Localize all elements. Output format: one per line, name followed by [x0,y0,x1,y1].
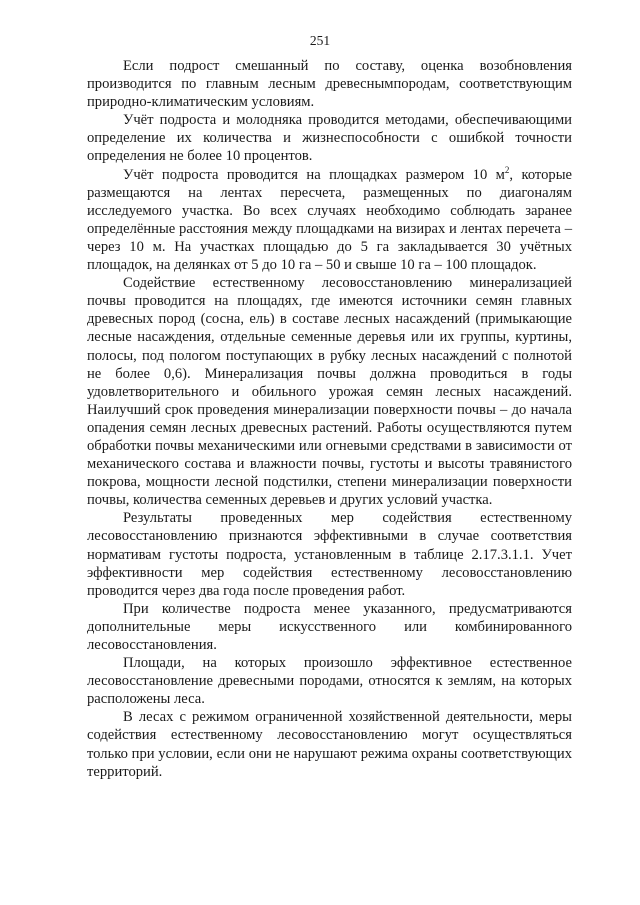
paragraph-sample-plots [87,166,572,275]
page-number: 251 [309,33,331,48]
paragraph-additional-measures: При количестве подроста менее указанного, предусматриваются дополнительные меры искусственного или комбинированного лесовосстановления. [87,600,572,653]
paragraph-forest-land-status: Площади, на которых произошло эффективное естественное лесовосстановление древесными породами, относятся к землям, на которых расположены леса. [87,655,572,708]
paragraph-sample-plots-end: , которые размещаются на лентах пересчета, размещенных по диагоналям исследуемого участка. Во всех случаях необходимо соблюдать заранее определённые расстояния между площадками на визирах и лентах перечета – через 10 м. На участках площадью до 5 га закладывается 30 учётных площадок, на делянках от 5 до 10 га – 50 и свыше 10 га – 100 площадок. [87,166,572,274]
paragraph-mixed-undergrowth: Если подрост смешанный по составу, оценка возобновления производится по главным лесным древеснымпородам, соответствующим природно-климатическим условиям. [87,58,572,111]
document-body [87,57,572,781]
paragraph-soil-mineralization: Содействие естественному лесовосстановлению минерализацией почвы проводится на площадях, где имеются источники семян главных древесных пород (сосна, ель) в составе лесных насаждений (примыкающие лесные насаждения, отдельные семенные деревья или их группы, куртины, полосы, под пологом поступающих в рубку лесных насаждений с полнотой не более 0,6). Минерализация почвы должна проводиться в годы удовлетворительного и обильного урожая семян лесных насаждений. Наилучший срок проведения минерализации поверхности почвы – до начала опадения семян лесных древесных растений. Работы осуществляются путем обработки почвы механическими или огневыми средствами в зависимости от механического состава и влажности почвы, густоты и высоты травянистого покрова, мощности лесной подстилки, степени минерализации поверхности почвы, количества семенных деревьев и других условий участка. [87,275,572,509]
square-meter-superscript: 2 [504,164,510,175]
paragraph-results-effectiveness: Результаты проведенных мер содействия естественному лесовосстановлению признаются эффективными в случае соответствия нормативам густоты подроста, установленным в таблице 2.17.3.1.1. Учет эффективности мер содействия естественному лесовосстановлению проводится через два года после проведения работ. [87,510,572,599]
paragraph-undergrowth-accounting-methods: Учёт подроста и молодняка проводится методами, обеспечивающими определение их количества и жизнеспособности с ошибкой точности определения не более 10 процентов. [87,112,572,165]
paragraph-sample-plots-start: Учёт подроста проводится на площадках размером 10 м [123,166,505,183]
paragraph-restricted-activity-forests: В лесах с режимом ограниченной хозяйственной деятельности, меры содействия естественному лесовосстановлению могут осуществляться только при условии, если они не нарушают режима охраны соответствующих территорий. [87,709,572,780]
